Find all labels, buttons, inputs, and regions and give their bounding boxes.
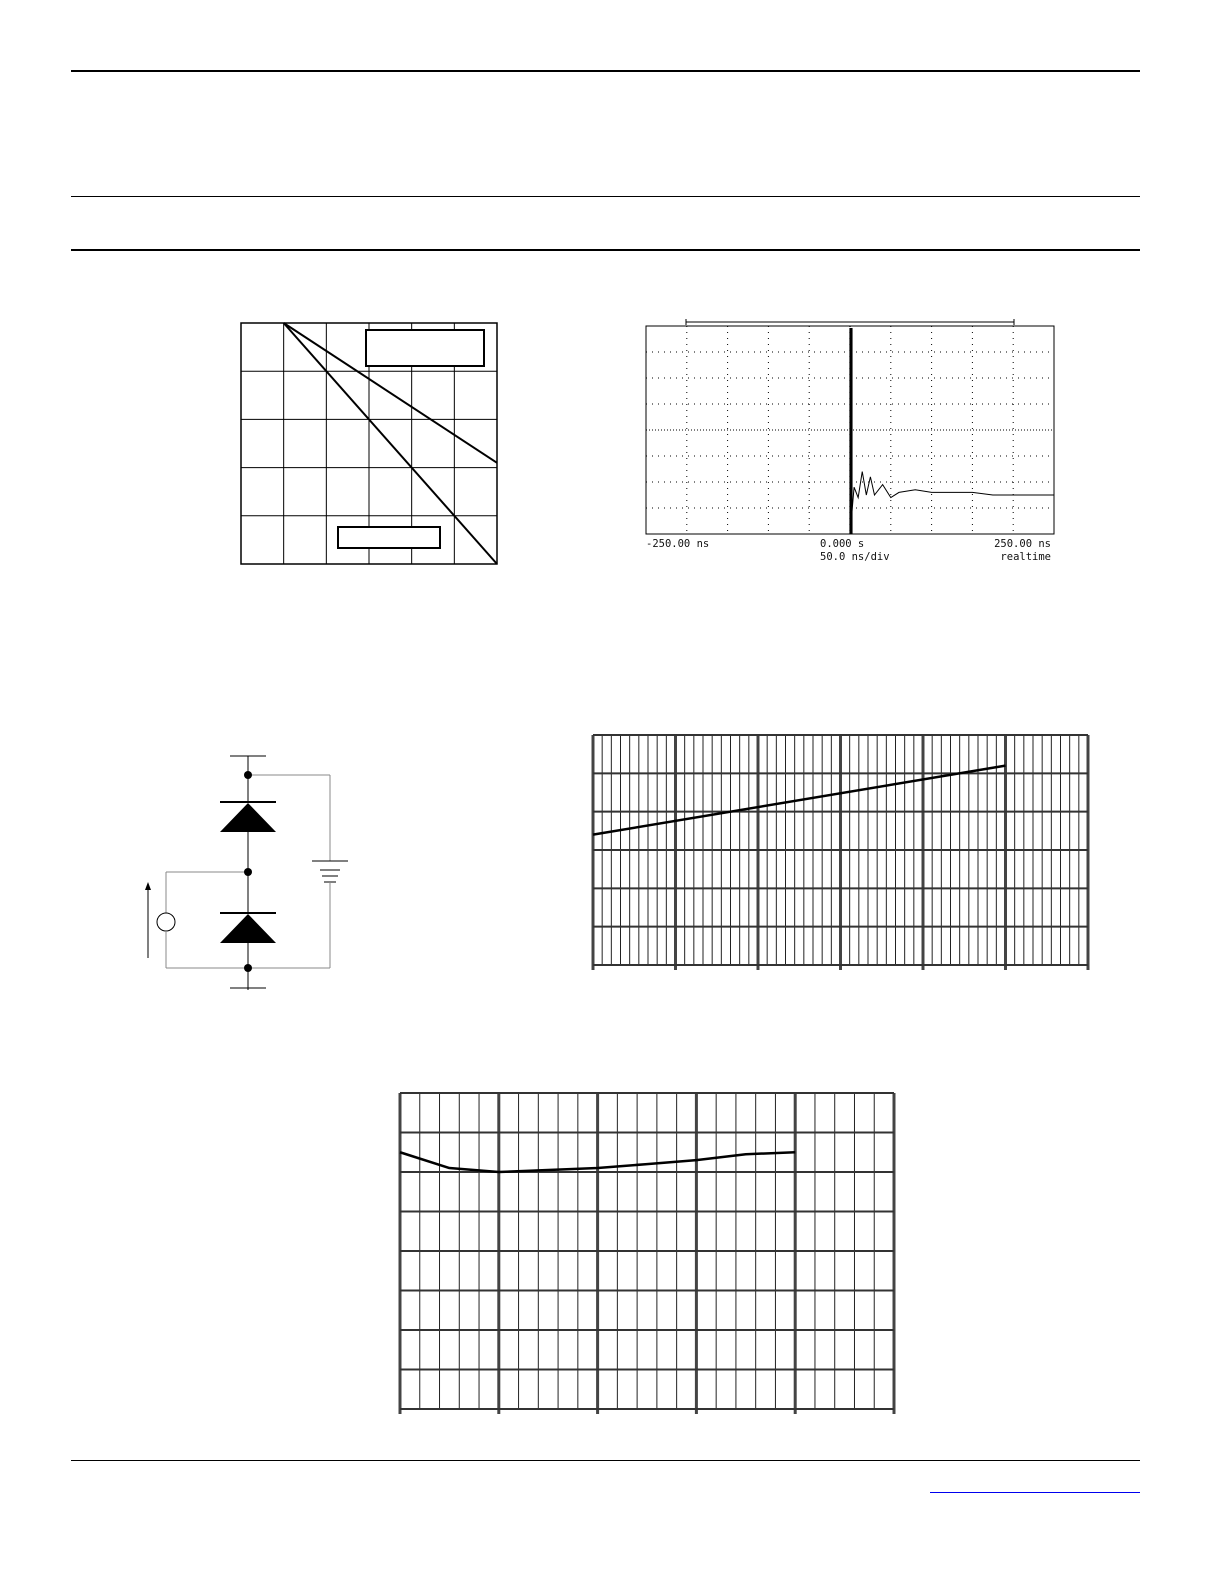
chart-rising-svg	[590, 732, 1092, 970]
node-middle	[244, 868, 252, 876]
circuit-diagram	[130, 750, 370, 995]
trace-line	[852, 472, 1054, 516]
header-rule-middle	[71, 196, 1140, 197]
chart-curve-panel	[397, 1090, 897, 1414]
footer-link[interactable]	[930, 1476, 1140, 1493]
footer-rule	[71, 1460, 1140, 1461]
chart-lines-legend-box-bottom	[338, 527, 440, 548]
oscilloscope-trace	[850, 328, 1054, 534]
current-source-circle	[157, 913, 175, 931]
node-bottom	[244, 964, 252, 972]
chart-curve-svg	[397, 1090, 897, 1414]
diode-top-triangle	[220, 803, 276, 832]
chart-lines-svg	[240, 322, 498, 565]
diode-bottom-triangle	[220, 914, 276, 943]
chart-lines-legend-box-top	[366, 330, 484, 366]
oscilloscope-x-center-label: 0.000 s	[820, 538, 865, 550]
chart-lines-panel	[240, 322, 498, 565]
chart-rising-grid	[593, 735, 1088, 970]
oscilloscope-svg	[640, 316, 1060, 566]
series-line	[593, 766, 1006, 835]
chart-rising-series	[593, 766, 1006, 835]
current-arrow-head	[145, 882, 151, 890]
chart-rising-panel	[590, 732, 1092, 970]
node-top	[244, 771, 252, 779]
chart-curve-grid	[400, 1093, 894, 1414]
oscilloscope-mode-label: realtime	[1000, 551, 1051, 563]
header-rule-bottom	[71, 249, 1140, 251]
header-rule-top	[71, 70, 1140, 72]
circuit-svg	[130, 750, 370, 995]
oscilloscope-timebase-label: 50.0 ns/div	[820, 551, 890, 563]
oscilloscope-panel	[640, 316, 1060, 566]
oscilloscope-x-right-label: 250.00 ns	[994, 538, 1051, 550]
oscilloscope-x-left-label: -250.00 ns	[646, 538, 710, 550]
